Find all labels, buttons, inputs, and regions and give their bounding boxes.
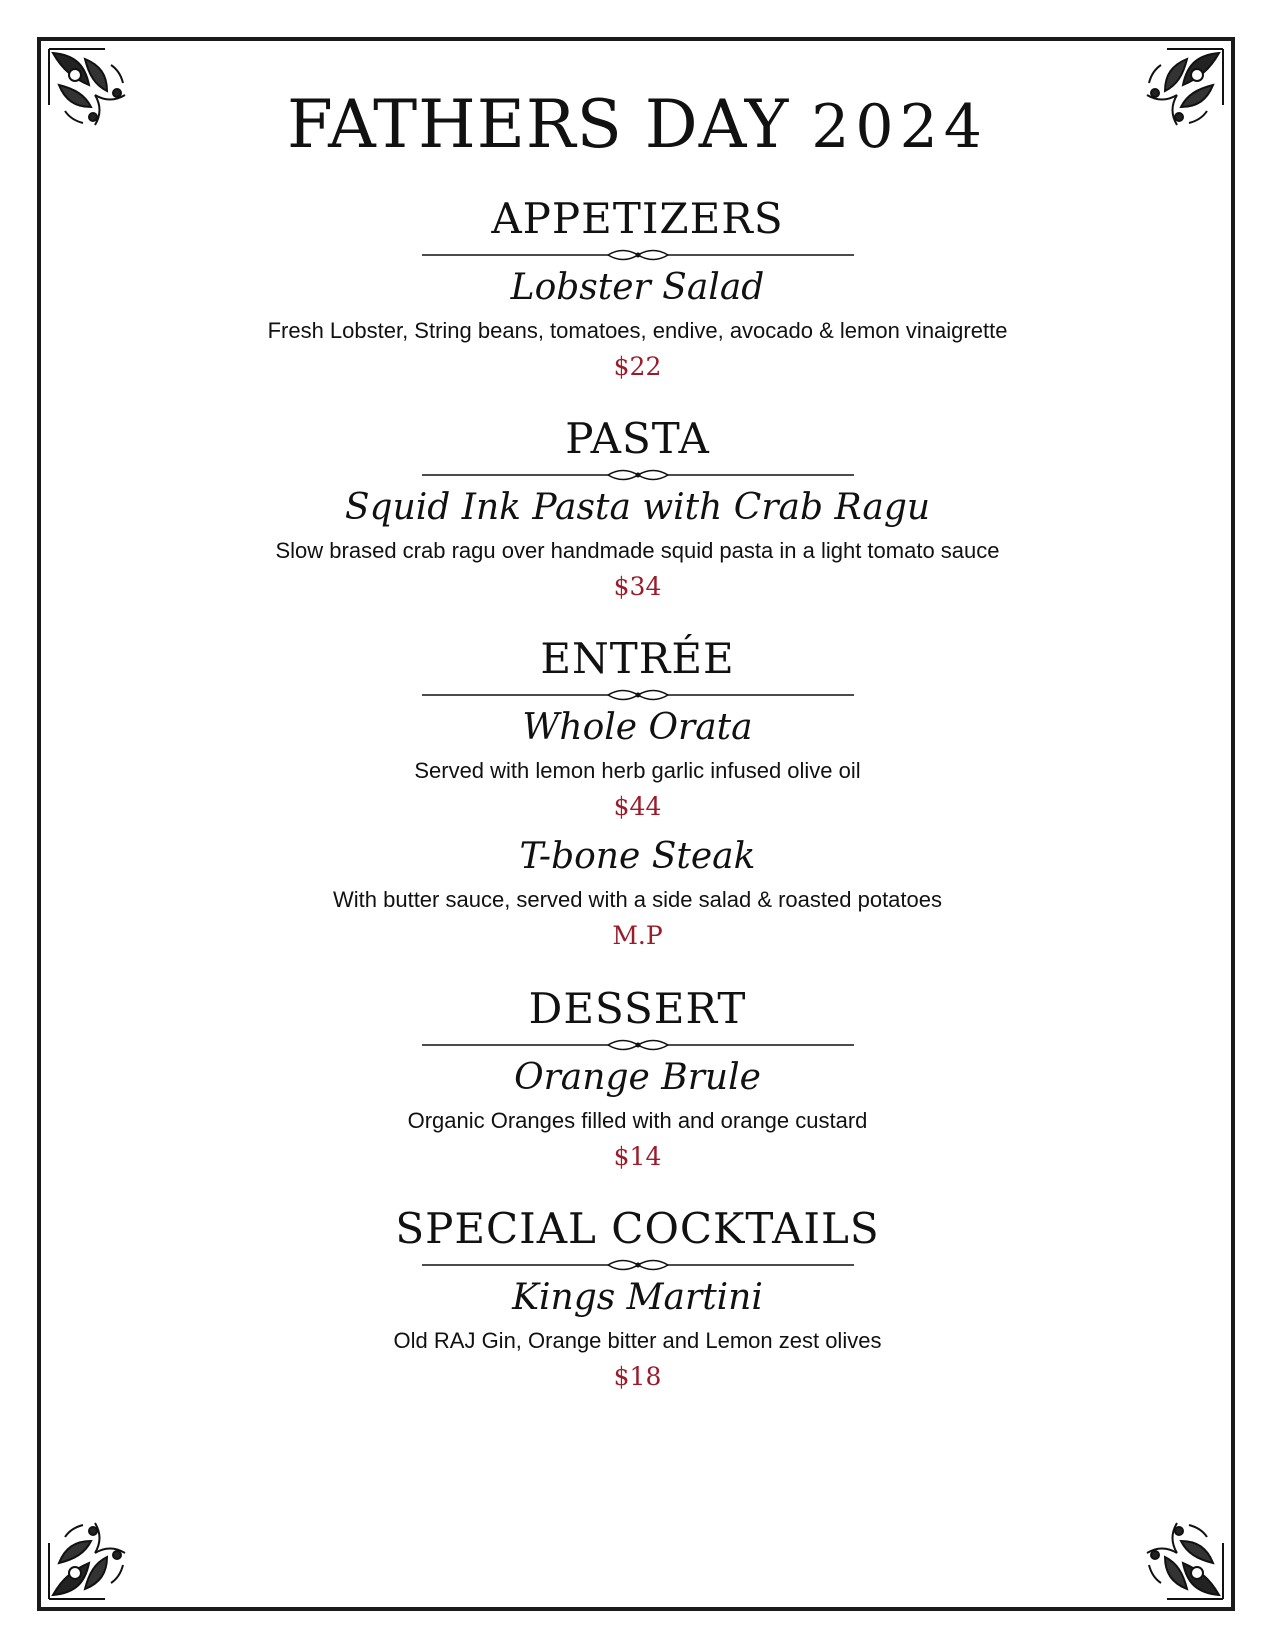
item-price: $22 (613, 352, 662, 381)
section-title: ENTRÉE (540, 634, 735, 683)
page-title-year: 2024 (811, 92, 988, 162)
menu-item (0, 836, 1275, 950)
item-price: $18 (613, 1362, 662, 1391)
menu-item (0, 1057, 1275, 1171)
page-title-main: FATHERS DAY (287, 86, 790, 163)
scroll-divider-icon (422, 248, 854, 262)
section-pasta (0, 414, 1275, 601)
menu-item (0, 707, 1275, 821)
menu-item (0, 1277, 1275, 1391)
item-name: Orange Brule (514, 1057, 761, 1098)
item-description: Served with lemon herb garlic infused olive oil (414, 758, 861, 783)
section-entree (0, 634, 1275, 950)
floral-corner-ornament-icon (1127, 1503, 1227, 1603)
section-dessert (0, 984, 1275, 1171)
section-appetizers (0, 194, 1275, 381)
page-title (0, 86, 1275, 163)
item-description: Slow brased crab ragu over handmade squid pasta in a light tomato sauce (275, 538, 1000, 563)
section-title: PASTA (565, 414, 710, 463)
section-special-cocktails (0, 1204, 1275, 1391)
item-name: Kings Martini (512, 1277, 763, 1318)
scroll-divider-icon (422, 688, 854, 702)
scroll-divider-icon (422, 1258, 854, 1272)
item-name: Whole Orata (522, 707, 753, 748)
item-price: $34 (613, 572, 662, 601)
section-title: SPECIAL COCKTAILS (395, 1204, 880, 1253)
item-description: Fresh Lobster, String beans, tomatoes, endive, avocado & lemon vinaigrette (267, 318, 1008, 343)
item-price: M.P (612, 921, 663, 950)
scroll-divider-icon (422, 468, 854, 482)
menu-item (0, 487, 1275, 601)
floral-corner-ornament-icon (45, 1503, 145, 1603)
item-name: Lobster Salad (510, 267, 765, 308)
scroll-divider-icon (422, 1038, 854, 1052)
item-price: $14 (613, 1142, 662, 1171)
item-name: Squid Ink Pasta with Crab Ragu (344, 487, 931, 528)
item-description: With butter sauce, served with a side salad & roasted potatoes (333, 887, 942, 912)
item-name: T-bone Steak (519, 836, 756, 877)
section-title: DESSERT (528, 984, 747, 1033)
menu-item (0, 267, 1275, 381)
section-title: APPETIZERS (491, 194, 784, 243)
item-price: $44 (613, 792, 662, 821)
item-description: Old RAJ Gin, Orange bitter and Lemon zest olives (393, 1328, 882, 1353)
item-description: Organic Oranges filled with and orange custard (407, 1108, 868, 1133)
